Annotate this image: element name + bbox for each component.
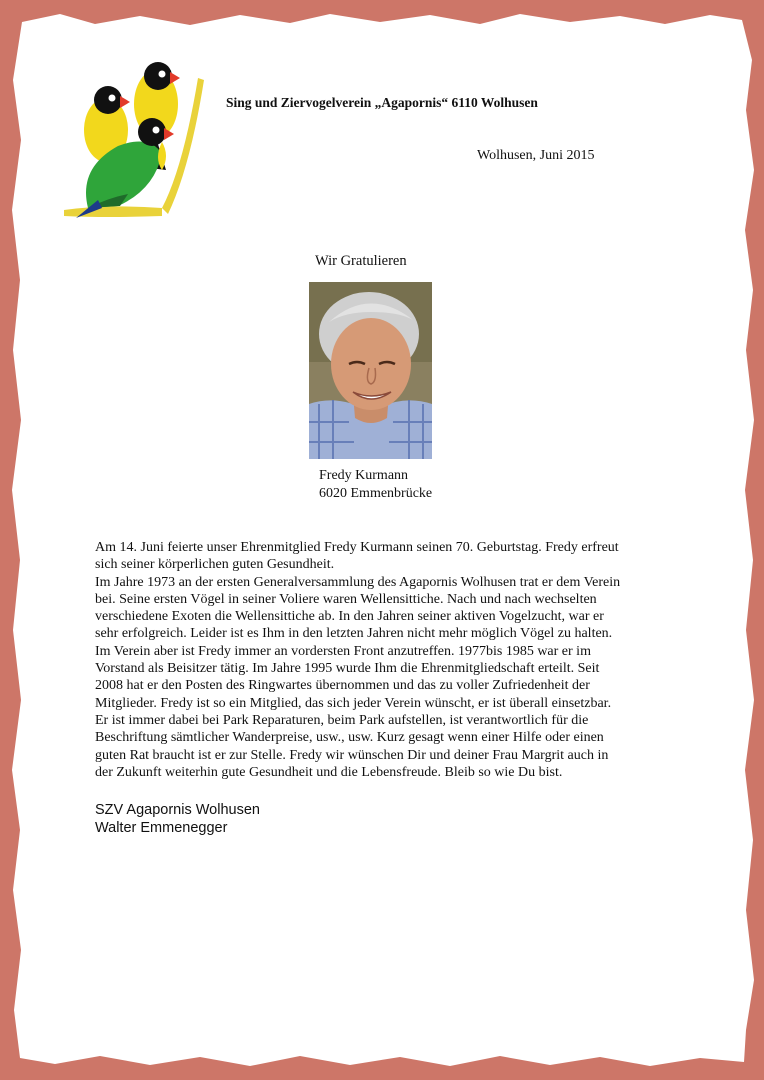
portrait-photo <box>309 282 432 459</box>
person-name: Fredy Kurmann <box>319 468 409 483</box>
signature <box>95 801 260 837</box>
body-line: sich seiner körperlichen guten Gesundheit. <box>95 557 335 573</box>
body-line: verschiedene Exoten die Wellensittiche ab. In den Jahren seiner aktiven Vogelzucht, war er <box>95 609 604 625</box>
lovebirds-logo <box>58 58 206 228</box>
body-line: sehr erfolgreich. Leider ist es Ihm in den letzten Jahren nicht mehr möglich Vögel zu halten. <box>95 626 613 642</box>
body-line: Im Verein aber ist Fredy immer an vordersten Front anzutreffen. 1977bis 1985 war er im <box>95 643 591 659</box>
body-line: 2008 hat er den Posten des Ringwartes übernommen und das zu voller Zufriedenheit der <box>95 678 590 694</box>
congrats-heading: Wir Gratulieren <box>315 253 407 269</box>
org-title: Sing und Ziervogelverein „Agapornis“ 6110 Wolhusen <box>226 95 538 110</box>
date-line: Wolhusen, Juni 2015 <box>477 148 595 163</box>
body-line: guten Rat braucht ist er zur Stelle. Fredy wir wünschen Dir und deiner Frau Margrit auch in <box>95 747 609 763</box>
body-line: Mitglieder. Fredy ist so ein Mitglied, das sich jeder Verein wünscht, er ist überall einsetzbar. <box>95 695 612 711</box>
body-line: Er ist immer dabei bei Park Reparaturen, beim Park aufstellen, ist verantwortlich für die <box>95 712 589 728</box>
body-line: Am 14. Juni feierte unser Ehrenmitglied Fredy Kurmann seinen 70. Geburtstag. Fredy erfreut <box>95 540 619 555</box>
body-line: Beschriftung sämtlicher Wanderpreise, usw., usw. Kurz gesagt wenn einer Hilfe oder einen <box>95 730 604 746</box>
person-place: 6020 Emmenbrücke <box>319 486 433 501</box>
body-line: bei. Seine ersten Vögel in seiner Voliere waren Wellensittiche. Nach und nach wechselten <box>95 591 597 607</box>
body-line: der Zukunft weiterhin gute Gesundheit und die Lebensfreude. Bleib so wie Du bist. <box>95 764 563 780</box>
signature-org: SZV Agapornis Wolhusen <box>95 802 260 818</box>
body-line: Im Jahre 1973 an der ersten Generalversammlung des Agapornis Wolhusen trat er dem Verein <box>95 574 621 590</box>
body-line: Vorstand als Beisitzer tätig. Im Jahre 1995 wurde Ihm die Ehrenmitgliedschaft erteilt. Seit <box>95 661 600 677</box>
body-paragraph <box>95 539 685 781</box>
signature-name: Walter Emmenegger <box>95 820 228 836</box>
